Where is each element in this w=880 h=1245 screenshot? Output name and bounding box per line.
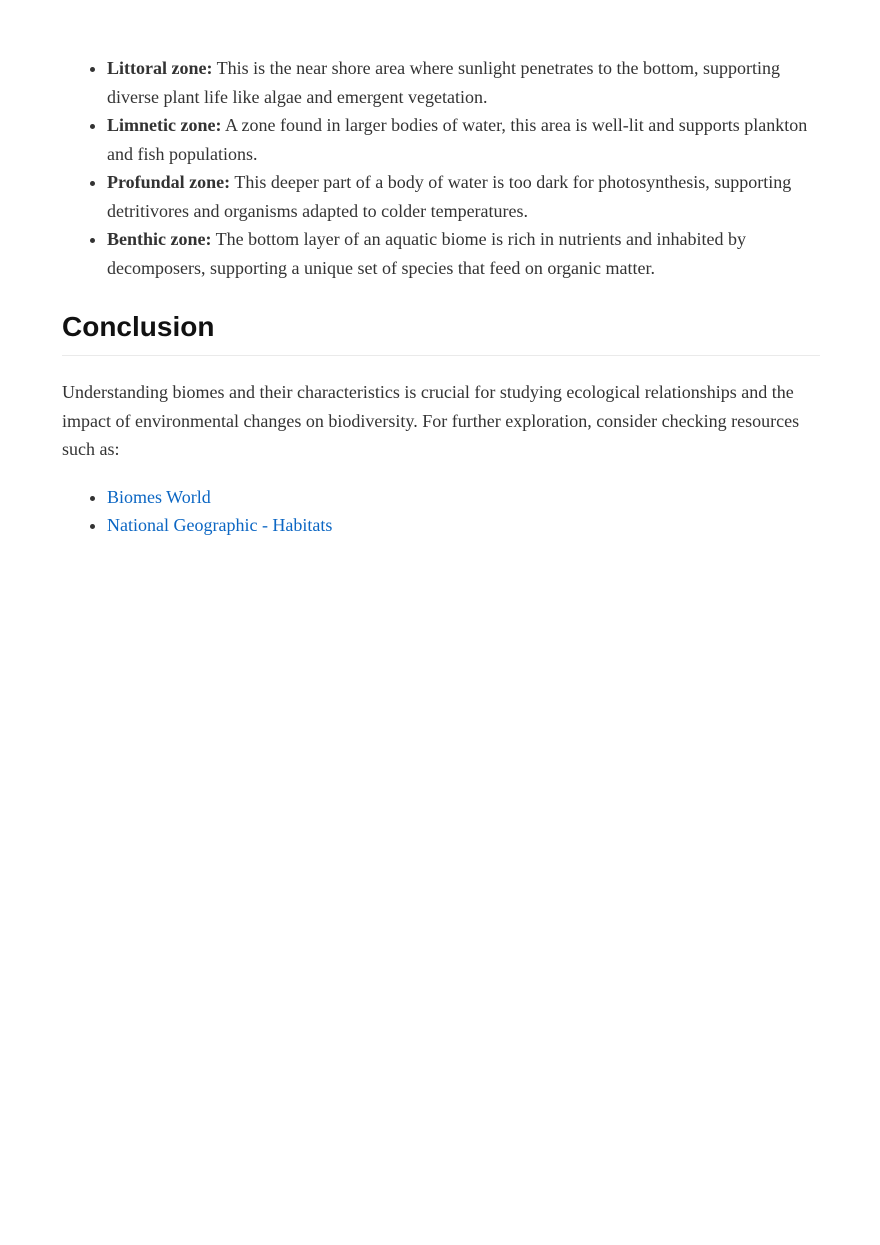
list-item-littoral-zone (107, 54, 820, 111)
description-limnetic-zone: A zone found in larger bodies of water, this area is well-lit and supports plankton and fish populations. (107, 115, 808, 164)
list-item-profundal-zone (107, 168, 820, 225)
list-item-national-geographic-habitats (107, 511, 820, 540)
link-biomes-world[interactable]: Biomes World (107, 486, 211, 507)
description-benthic-zone: The bottom layer of an aquatic biome is rich in nutrients and inhabited by decomposers, supporting a unique set of species that feed on organic matter. (107, 229, 747, 278)
aquatic-zones-list (62, 54, 820, 282)
description-littoral-zone: This is the near shore area where sunlight penetrates to the bottom, supporting diverse plant life like algae and emergent vegetation. (107, 58, 780, 107)
conclusion-heading: Conclusion (62, 310, 820, 356)
list-item-benthic-zone (107, 225, 820, 282)
term-littoral-zone: Littoral zone: (107, 58, 213, 78)
description-profundal-zone: This deeper part of a body of water is too dark for photosynthesis, supporting detritivores and organisms adapted to colder temperatures. (107, 172, 792, 221)
term-profundal-zone: Profundal zone: (107, 172, 231, 192)
document-page (62, 54, 820, 540)
list-item-limnetic-zone (107, 111, 820, 168)
resources-list (62, 483, 820, 540)
conclusion-paragraph: Understanding biomes and their characteristics is crucial for studying ecological relationships and the impact of environmental changes on biodiversity. For further exploration, consider checking resources such as: (62, 382, 800, 459)
term-limnetic-zone: Limnetic zone: (107, 115, 222, 135)
list-item-biomes-world (107, 483, 820, 512)
term-benthic-zone: Benthic zone: (107, 229, 212, 249)
link-national-geographic-habitats[interactable]: National Geographic - Habitats (107, 515, 333, 535)
